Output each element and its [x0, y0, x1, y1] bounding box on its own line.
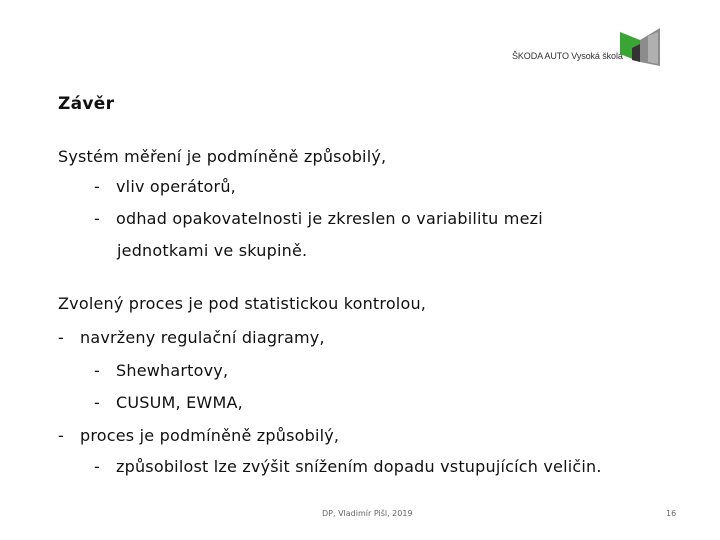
- dash-marker: -: [94, 361, 100, 380]
- bullet-line-3: - odhad opakovatelnosti je zkreslen o variabilitu mezi: [94, 209, 543, 228]
- logo-text: ŠKODA AUTO Vysoká škola: [512, 51, 623, 61]
- footer-author: DP, Vladimír Pišl, 2019: [322, 509, 413, 518]
- bullet-line-2: - vliv operátorů,: [94, 177, 236, 196]
- text-line-1: Systém měření je podmíněně způsobilý,: [58, 147, 387, 166]
- text-line-5: Zvolený proces je pod statistickou kontrolou,: [58, 294, 427, 313]
- bullet-line-10: - způsobilost lze zvýšit snížením dopadu vstupujících veličin.: [94, 457, 602, 476]
- dash-marker: -: [94, 177, 100, 196]
- continuation-line-4: jednotkami ve skupině.: [117, 241, 308, 260]
- dash-marker: -: [94, 457, 100, 476]
- school-logo: [512, 26, 662, 68]
- bullet-line-9: - proces je podmíněně způsobilý,: [58, 426, 340, 445]
- bullet-line-7: - Shewhartovy,: [94, 361, 229, 380]
- logo-mark-icon: [618, 26, 662, 68]
- bullet-line-6: - navrženy regulační diagramy,: [58, 328, 325, 347]
- dash-marker: -: [94, 393, 100, 412]
- bullet-line-8: - CUSUM, EWMA,: [94, 393, 243, 412]
- dash-marker: -: [58, 328, 64, 347]
- dash-marker: -: [94, 209, 100, 228]
- page-number: 16: [666, 509, 677, 518]
- dash-marker: -: [58, 426, 64, 445]
- slide-title: Závěr: [58, 94, 115, 114]
